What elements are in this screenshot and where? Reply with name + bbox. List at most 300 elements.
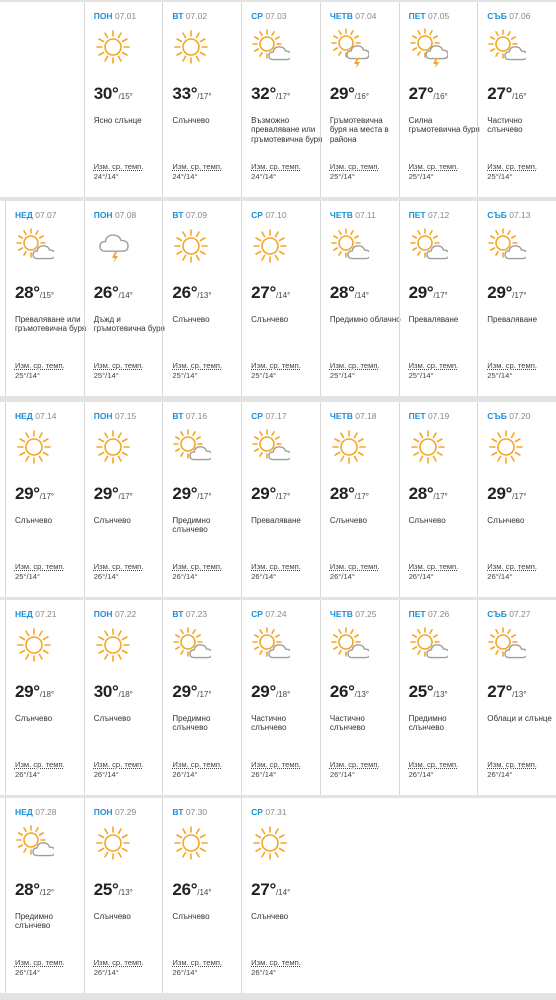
day-card[interactable] bbox=[477, 201, 556, 396]
min-temp: /16° bbox=[354, 92, 369, 101]
average-temp-label: Изм. ср. темп. bbox=[172, 162, 223, 171]
sun-cloud-storm-icon bbox=[329, 27, 369, 67]
day-card[interactable] bbox=[320, 402, 399, 597]
day-of-week: СР bbox=[251, 411, 263, 421]
day-card[interactable] bbox=[84, 600, 163, 795]
day-date: 07.12 bbox=[427, 210, 450, 220]
weather-description: Ясно слънце bbox=[93, 116, 142, 125]
day-card[interactable] bbox=[399, 2, 478, 197]
weather-description: Дъжд и гръмотевична буря bbox=[93, 315, 165, 334]
day-header bbox=[94, 807, 163, 817]
average-temp-value: 24°/14° bbox=[93, 172, 119, 181]
weather-description: Слънчево bbox=[93, 714, 131, 723]
average-temps bbox=[94, 958, 144, 978]
sun-cloud-icon bbox=[486, 625, 526, 665]
average-temps bbox=[94, 361, 144, 381]
temperatures bbox=[409, 682, 448, 702]
day-date: 07.01 bbox=[114, 11, 137, 21]
day-card[interactable] bbox=[320, 2, 399, 197]
average-temp-label: Изм. ср. темп. bbox=[93, 562, 144, 571]
max-temp: 29° bbox=[408, 283, 434, 302]
day-date: 07.28 bbox=[35, 807, 57, 817]
week-row bbox=[0, 402, 556, 597]
sun-icon bbox=[93, 625, 133, 665]
average-temp-label: Изм. ср. темп. bbox=[251, 361, 301, 370]
average-temps bbox=[409, 361, 459, 381]
day-header bbox=[172, 609, 241, 619]
weather-description: Слънчево bbox=[172, 116, 210, 125]
average-temp-label: Изм. ср. темп. bbox=[329, 760, 380, 769]
day-of-week: НЕД bbox=[14, 807, 33, 817]
day-card[interactable] bbox=[477, 600, 556, 795]
average-temp-value: 26°/14° bbox=[251, 770, 277, 779]
min-temp: /14° bbox=[275, 291, 291, 300]
day-card[interactable] bbox=[84, 2, 163, 197]
average-temps bbox=[487, 562, 537, 582]
day-card[interactable] bbox=[399, 402, 478, 597]
day-of-week: СЪБ bbox=[487, 609, 507, 619]
weather-description: Частично слънчево bbox=[329, 714, 366, 733]
day-header bbox=[330, 11, 399, 21]
average-temps bbox=[251, 361, 301, 381]
day-header bbox=[487, 210, 556, 220]
average-temp-value: 25°/14° bbox=[14, 572, 41, 581]
day-header bbox=[172, 411, 241, 421]
temperatures bbox=[15, 682, 54, 702]
day-card[interactable] bbox=[477, 402, 556, 597]
average-temp-value: 25°/14° bbox=[93, 371, 119, 380]
day-date: 07.06 bbox=[509, 11, 531, 21]
min-temp: /14° bbox=[197, 888, 212, 897]
day-of-week: СЪБ bbox=[487, 210, 507, 220]
average-temps bbox=[15, 562, 65, 582]
day-of-week: ВТ bbox=[172, 411, 184, 421]
average-temp-value: 25°/14° bbox=[329, 172, 355, 181]
temperatures bbox=[94, 484, 133, 504]
day-of-week: СР bbox=[251, 210, 263, 220]
max-temp: 27° bbox=[251, 283, 276, 302]
day-card[interactable] bbox=[5, 402, 84, 597]
day-header bbox=[251, 807, 320, 817]
day-date: 07.20 bbox=[509, 411, 531, 421]
sun-icon bbox=[171, 823, 211, 863]
average-temps bbox=[409, 562, 459, 582]
week-row bbox=[0, 2, 556, 197]
day-date: 07.24 bbox=[265, 609, 287, 619]
sun-icon bbox=[171, 27, 211, 67]
average-temps bbox=[251, 562, 301, 582]
sun-icon bbox=[14, 427, 54, 467]
day-header bbox=[487, 411, 556, 421]
average-temp-label: Изм. ср. темп. bbox=[93, 958, 144, 967]
average-temp-label: Изм. ср. темп. bbox=[408, 162, 459, 171]
weather-description: Слънчево bbox=[329, 516, 367, 525]
max-temp: 26° bbox=[329, 682, 355, 701]
day-date: 07.13 bbox=[509, 210, 531, 220]
day-card[interactable] bbox=[5, 798, 84, 993]
sun-cloud-icon bbox=[171, 625, 211, 665]
average-temp-value: 26°/14° bbox=[408, 770, 434, 779]
temperatures bbox=[15, 880, 54, 900]
sun-icon bbox=[93, 427, 133, 467]
day-header bbox=[330, 210, 399, 220]
weather-description: Слънчево bbox=[14, 516, 53, 525]
temperatures bbox=[330, 682, 369, 702]
average-temp-value: 26°/14° bbox=[172, 770, 198, 779]
average-temp-label: Изм. ср. темп. bbox=[14, 361, 65, 370]
average-temp-label: Изм. ср. темп. bbox=[251, 958, 301, 967]
sun-cloud-icon bbox=[14, 226, 54, 266]
day-card[interactable] bbox=[399, 201, 478, 396]
day-of-week: ПОН bbox=[93, 807, 113, 817]
average-temp-label: Изм. ср. темп. bbox=[408, 562, 459, 571]
day-card[interactable] bbox=[84, 798, 163, 993]
min-temp: /17° bbox=[512, 492, 527, 501]
day-of-week: НЕД bbox=[14, 411, 33, 421]
max-temp: 30° bbox=[93, 682, 119, 701]
average-temp-label: Изм. ср. темп. bbox=[14, 562, 65, 571]
weather-description: Преваляване bbox=[251, 516, 301, 525]
min-temp: /15° bbox=[118, 92, 133, 101]
day-date: 07.18 bbox=[355, 411, 377, 421]
average-temps bbox=[15, 760, 65, 780]
average-temp-value: 25°/14° bbox=[408, 172, 434, 181]
day-date: 07.26 bbox=[427, 609, 450, 619]
day-header bbox=[15, 411, 84, 421]
max-temp: 29° bbox=[251, 484, 276, 503]
weather-description: Преваляване bbox=[487, 315, 538, 324]
day-of-week: ПОН bbox=[93, 210, 113, 220]
day-header bbox=[172, 807, 241, 817]
sun-icon bbox=[93, 27, 133, 67]
day-card[interactable] bbox=[241, 2, 323, 197]
average-temp-label: Изм. ср. темп. bbox=[172, 562, 223, 571]
day-date: 07.07 bbox=[35, 210, 57, 220]
day-date: 07.09 bbox=[185, 210, 208, 220]
day-header bbox=[251, 11, 320, 21]
average-temps bbox=[409, 162, 459, 182]
day-date: 07.29 bbox=[114, 807, 137, 817]
sun-cloud-icon bbox=[329, 226, 369, 266]
weather-description: Силна гръмотевична буря bbox=[408, 116, 480, 135]
weather-description: Предимно слънчево bbox=[172, 714, 211, 733]
day-header bbox=[251, 411, 320, 421]
day-header bbox=[15, 210, 84, 220]
average-temp-value: 25°/14° bbox=[329, 371, 355, 380]
day-card[interactable] bbox=[241, 201, 320, 396]
day-date: 07.19 bbox=[427, 411, 450, 421]
day-card[interactable] bbox=[5, 201, 87, 396]
average-temps bbox=[251, 958, 301, 978]
min-temp: /13° bbox=[197, 291, 212, 300]
weather-description: Гръмотевична буря на места в района bbox=[329, 116, 389, 144]
day-card[interactable] bbox=[320, 600, 399, 795]
min-temp: /13° bbox=[118, 888, 133, 897]
temperatures bbox=[330, 84, 369, 104]
day-header bbox=[94, 411, 163, 421]
average-temp-label: Изм. ср. темп. bbox=[172, 361, 223, 370]
min-temp: /17° bbox=[275, 92, 291, 101]
day-of-week: СЪБ bbox=[487, 11, 507, 21]
weather-description: Възможно преваляване или гръмотевична буря bbox=[251, 116, 323, 144]
average-temp-value: 26°/14° bbox=[14, 770, 41, 779]
sun-icon bbox=[14, 625, 54, 665]
average-temp-label: Изм. ср. темп. bbox=[487, 162, 537, 171]
temperatures bbox=[94, 880, 133, 900]
day-date: 07.23 bbox=[185, 609, 208, 619]
temperatures bbox=[172, 283, 211, 303]
weather-description: Слънчево bbox=[408, 516, 446, 525]
day-card[interactable] bbox=[241, 798, 320, 993]
average-temp-value: 25°/14° bbox=[408, 371, 434, 380]
average-temps bbox=[172, 162, 222, 182]
day-date: 07.04 bbox=[355, 11, 377, 21]
day-of-week: ПЕТ bbox=[408, 11, 426, 21]
day-card[interactable] bbox=[162, 600, 241, 795]
temperatures bbox=[172, 84, 211, 104]
min-temp: /17° bbox=[118, 492, 133, 501]
temperatures bbox=[251, 880, 290, 900]
min-temp: /17° bbox=[197, 690, 212, 699]
day-of-week: ВТ bbox=[172, 11, 184, 21]
min-temp: /13° bbox=[354, 690, 369, 699]
weather-description: Предимно слънчево bbox=[172, 516, 211, 535]
weather-description: Слънчево bbox=[172, 912, 210, 921]
average-temps bbox=[15, 958, 65, 978]
max-temp: 28° bbox=[14, 283, 40, 302]
day-card[interactable] bbox=[241, 600, 320, 795]
average-temps bbox=[330, 361, 380, 381]
temperatures bbox=[251, 283, 290, 303]
day-card[interactable] bbox=[162, 798, 241, 993]
weather-description: Слънчево bbox=[14, 714, 53, 723]
average-temp-value: 26°/14° bbox=[408, 572, 434, 581]
day-card[interactable] bbox=[477, 2, 556, 197]
day-header bbox=[251, 609, 320, 619]
weather-description: Преваляване или гръмотевична буря bbox=[14, 315, 87, 334]
average-temps bbox=[409, 760, 459, 780]
temperatures bbox=[409, 283, 448, 303]
temperatures bbox=[487, 484, 526, 504]
day-header bbox=[409, 609, 478, 619]
temperatures bbox=[409, 484, 448, 504]
min-temp: /16° bbox=[512, 92, 527, 101]
temperatures bbox=[487, 84, 526, 104]
max-temp: 29° bbox=[251, 682, 276, 701]
day-header bbox=[251, 210, 320, 220]
average-temp-value: 24°/14° bbox=[251, 172, 277, 181]
weather-description: Преваляване bbox=[408, 315, 459, 324]
average-temp-label: Изм. ср. темп. bbox=[251, 162, 301, 171]
max-temp: 28° bbox=[329, 283, 355, 302]
day-card[interactable] bbox=[162, 201, 241, 396]
temperatures bbox=[330, 283, 369, 303]
day-of-week: ПОН bbox=[93, 11, 113, 21]
sun-cloud-icon bbox=[250, 625, 290, 665]
sun-cloud-icon bbox=[250, 427, 290, 467]
min-temp: /15° bbox=[39, 291, 55, 300]
average-temp-value: 26°/14° bbox=[14, 968, 41, 977]
cloud-storm-icon bbox=[93, 226, 133, 266]
temperatures bbox=[15, 283, 54, 303]
day-date: 07.17 bbox=[265, 411, 287, 421]
max-temp: 29° bbox=[487, 283, 513, 302]
sun-cloud-icon bbox=[408, 625, 448, 665]
day-date: 07.14 bbox=[35, 411, 57, 421]
day-card[interactable] bbox=[241, 402, 320, 597]
day-date: 07.10 bbox=[265, 210, 287, 220]
temperatures bbox=[172, 880, 211, 900]
day-card[interactable] bbox=[162, 2, 241, 197]
average-temps bbox=[172, 958, 222, 978]
weather-description: Слънчево bbox=[93, 912, 131, 921]
average-temp-label: Изм. ср. темп. bbox=[329, 162, 380, 171]
day-date: 07.02 bbox=[185, 11, 208, 21]
temperatures bbox=[487, 682, 526, 702]
average-temp-label: Изм. ср. темп. bbox=[93, 361, 144, 370]
average-temp-value: 26°/14° bbox=[251, 572, 277, 581]
sun-icon bbox=[250, 823, 290, 863]
day-header bbox=[172, 210, 241, 220]
max-temp: 29° bbox=[14, 682, 40, 701]
min-temp: /17° bbox=[433, 291, 448, 300]
weather-description: Слънчево bbox=[251, 315, 289, 324]
average-temps bbox=[487, 162, 537, 182]
max-temp: 30° bbox=[93, 84, 119, 103]
max-temp: 26° bbox=[172, 880, 198, 899]
weather-description: Предимно облачно bbox=[329, 315, 401, 324]
average-temps bbox=[94, 162, 144, 182]
day-date: 07.16 bbox=[185, 411, 208, 421]
min-temp: /17° bbox=[512, 291, 527, 300]
max-temp: 28° bbox=[329, 484, 355, 503]
average-temp-label: Изм. ср. темп. bbox=[329, 562, 380, 571]
empty-cell bbox=[477, 798, 556, 993]
sun-cloud-icon bbox=[14, 823, 54, 863]
day-card[interactable] bbox=[84, 201, 163, 396]
average-temps bbox=[330, 162, 380, 182]
temperatures bbox=[251, 84, 290, 104]
temperatures bbox=[251, 484, 290, 504]
max-temp: 25° bbox=[408, 682, 434, 701]
day-card[interactable] bbox=[5, 600, 84, 795]
day-header bbox=[487, 609, 556, 619]
average-temp-value: 26°/14° bbox=[93, 770, 119, 779]
max-temp: 27° bbox=[251, 880, 276, 899]
day-of-week: НЕД bbox=[14, 609, 33, 619]
average-temps bbox=[330, 760, 380, 780]
day-date: 07.27 bbox=[509, 609, 531, 619]
average-temp-value: 26°/14° bbox=[251, 968, 277, 977]
day-of-week: ВТ bbox=[172, 609, 184, 619]
min-temp: /18° bbox=[118, 690, 133, 699]
average-temps bbox=[251, 760, 301, 780]
weather-description: Слънчево bbox=[93, 516, 131, 525]
average-temp-label: Изм. ср. темп. bbox=[487, 562, 537, 571]
day-header bbox=[172, 11, 241, 21]
average-temp-label: Изм. ср. темп. bbox=[408, 760, 459, 769]
day-of-week: ЧЕТВ bbox=[329, 411, 353, 421]
day-of-week: ЧЕТВ bbox=[329, 609, 353, 619]
weather-description: Частично слънчево bbox=[487, 116, 523, 135]
week-row bbox=[0, 600, 556, 795]
day-of-week: ЧЕТВ bbox=[329, 210, 353, 220]
day-header bbox=[15, 807, 84, 817]
average-temps bbox=[487, 760, 537, 780]
max-temp: 29° bbox=[14, 484, 40, 503]
sun-icon bbox=[171, 226, 211, 266]
temperatures bbox=[409, 84, 448, 104]
average-temp-value: 26°/14° bbox=[172, 572, 198, 581]
average-temp-value: 26°/14° bbox=[487, 572, 513, 581]
week-row bbox=[0, 798, 556, 993]
temperatures bbox=[94, 84, 133, 104]
average-temps bbox=[94, 562, 144, 582]
sun-icon bbox=[93, 823, 133, 863]
min-temp: /17° bbox=[197, 492, 212, 501]
max-temp: 26° bbox=[93, 283, 119, 302]
day-card[interactable] bbox=[320, 201, 399, 396]
day-header bbox=[94, 210, 163, 220]
weather-description: Предимно слънчево bbox=[14, 912, 53, 931]
day-of-week: СЪБ bbox=[487, 411, 507, 421]
day-header bbox=[330, 609, 399, 619]
max-temp: 25° bbox=[93, 880, 119, 899]
day-header bbox=[94, 11, 163, 21]
day-date: 07.31 bbox=[265, 807, 287, 817]
day-of-week: ПОН bbox=[93, 609, 113, 619]
average-temps bbox=[330, 562, 380, 582]
average-temp-value: 26°/14° bbox=[93, 968, 119, 977]
day-header bbox=[409, 411, 478, 421]
min-temp: /14° bbox=[275, 888, 291, 897]
min-temp: /17° bbox=[39, 492, 55, 501]
average-temp-value: 26°/14° bbox=[93, 572, 119, 581]
day-header bbox=[94, 609, 163, 619]
average-temp-value: 25°/14° bbox=[487, 371, 513, 380]
average-temp-label: Изм. ср. темп. bbox=[408, 361, 459, 370]
empty-cell bbox=[399, 798, 478, 993]
max-temp: 32° bbox=[251, 84, 276, 103]
average-temps bbox=[487, 361, 537, 381]
weather-description: Предимно слънчево bbox=[408, 714, 447, 733]
sun-cloud-icon bbox=[250, 27, 290, 67]
day-of-week: ВТ bbox=[172, 210, 184, 220]
average-temp-label: Изм. ср. темп. bbox=[487, 361, 537, 370]
day-header bbox=[487, 11, 556, 21]
max-temp: 27° bbox=[487, 682, 513, 701]
day-header bbox=[15, 609, 84, 619]
min-temp: /17° bbox=[275, 492, 291, 501]
min-temp: /12° bbox=[39, 888, 55, 897]
temperatures bbox=[15, 484, 54, 504]
day-of-week: ПЕТ bbox=[408, 609, 426, 619]
temperatures bbox=[94, 682, 133, 702]
max-temp: 29° bbox=[487, 484, 513, 503]
day-of-week: СР bbox=[251, 807, 263, 817]
average-temp-value: 26°/14° bbox=[329, 572, 355, 581]
average-temps bbox=[251, 162, 301, 182]
day-card[interactable] bbox=[84, 402, 163, 597]
min-temp: /14° bbox=[118, 291, 133, 300]
min-temp: /17° bbox=[197, 92, 212, 101]
day-card[interactable] bbox=[162, 402, 241, 597]
sun-icon bbox=[329, 427, 369, 467]
day-card[interactable] bbox=[399, 600, 478, 795]
sun-cloud-icon bbox=[329, 625, 369, 665]
sun-icon bbox=[486, 427, 526, 467]
average-temp-label: Изм. ср. темп. bbox=[93, 760, 144, 769]
